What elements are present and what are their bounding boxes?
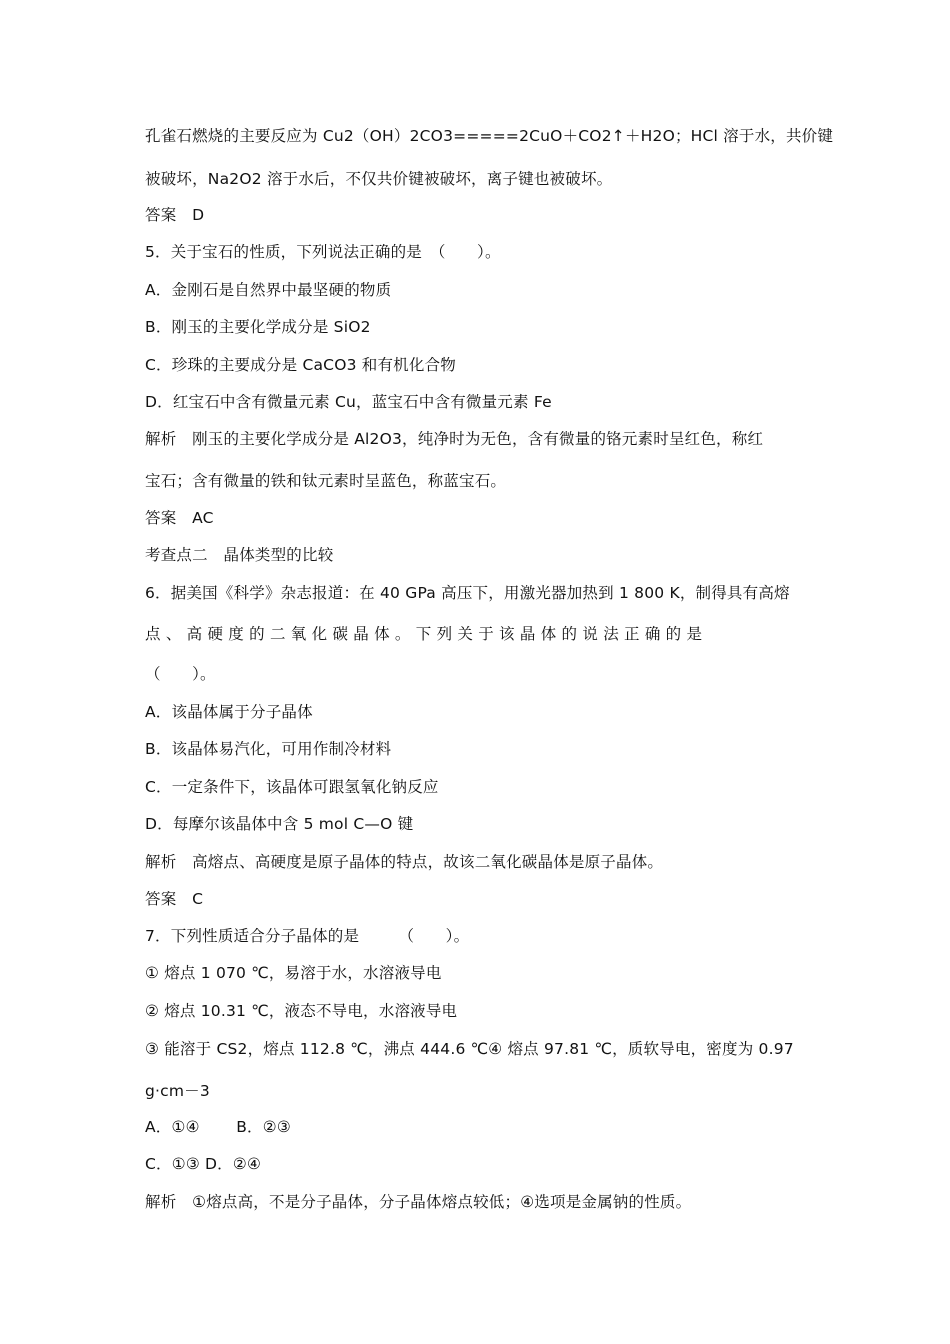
- explanation-text-line: 被破坏，Na2O2 溶于水后，不仅共价键被破坏，离子键也被破坏。: [145, 170, 613, 188]
- question-7-stem: 7．下列性质适合分子晶体的是 （ ）。: [145, 927, 470, 945]
- question-5-option-d: D．红宝石中含有微量元素 Cu，蓝宝石中含有微量元素 Fe: [145, 393, 552, 411]
- question-6-option-c: C．一定条件下，该晶体可跟氢氧化钠反应: [145, 778, 439, 796]
- explanation-text-line: 解析 ①熔点高，不是分子晶体，分子晶体熔点较低；④选项是金属钠的性质。: [145, 1193, 692, 1211]
- answer-line: 答案 AC: [145, 509, 214, 527]
- question-7-item-2: ② 熔点 10.31 ℃，液态不导电，水溶液导电: [145, 1002, 458, 1020]
- question-6-option-d: D．每摩尔该晶体中含 5 mol C—O 键: [145, 815, 414, 833]
- question-6-option-a: A．该晶体属于分子晶体: [145, 703, 313, 721]
- explanation-text-line: 解析 高熔点、高硬度是原子晶体的特点，故该二氧化碳晶体是原子晶体。: [145, 853, 664, 871]
- question-7-options: A．①④ B．②③: [145, 1118, 291, 1136]
- question-7-items-3-4: g·cm－3: [145, 1082, 210, 1100]
- explanation-text-line: 解析 刚玉的主要化学成分是 Al2O3，纯净时为无色，含有微量的铬元素时呈红色，称红: [145, 430, 764, 448]
- question-7-items-3-4: ③ 能溶于 CS2，熔点 112.8 ℃，沸点 444.6 ℃④ 熔点 97.81 ℃，质软导电，密度为 0.97: [145, 1040, 794, 1058]
- question-6-option-b: B．该晶体易汽化，可用作制冷材料: [145, 740, 392, 758]
- explanation-text-line: 孔雀石燃烧的主要反应为 Cu2（OH）2CO3=====2CuO＋CO2↑＋H2O；HCl 溶于水，共价键: [145, 127, 834, 145]
- question-6-stem: 点 、 高 硬 度 的 二 氧 化 碳 晶 体 。 下 列 关 于 该 晶 体 的 说 法 正 确 的 是: [145, 625, 703, 643]
- question-7-options: C．①③ D．②④: [145, 1155, 262, 1173]
- question-6-stem: （ ）。: [145, 665, 216, 683]
- explanation-text-line: 宝石；含有微量的铁和钛元素时呈蓝色，称蓝宝石。: [145, 472, 507, 490]
- question-7-item-1: ① 熔点 1 070 ℃，易溶于水，水溶液导电: [145, 964, 442, 982]
- answer-line: 答案 D: [145, 206, 205, 224]
- answer-line: 答案 C: [145, 890, 204, 908]
- section-heading: 考查点二 晶体类型的比较: [145, 546, 334, 564]
- question-6-stem: 6．据美国《科学》杂志报道：在 40 GPa 高压下，用激光器加热到 1 800 K，制得具有高熔: [145, 584, 790, 602]
- question-5-stem: 5．关于宝石的性质，下列说法正确的是 （ ）。: [145, 243, 501, 261]
- question-5-option-a: A．金刚石是自然界中最坚硬的物质: [145, 281, 392, 299]
- question-5-option-c: C．珍珠的主要成分是 CaCO3 和有机化合物: [145, 356, 456, 374]
- question-5-option-b: B．刚玉的主要化学成分是 SiO2: [145, 318, 371, 336]
